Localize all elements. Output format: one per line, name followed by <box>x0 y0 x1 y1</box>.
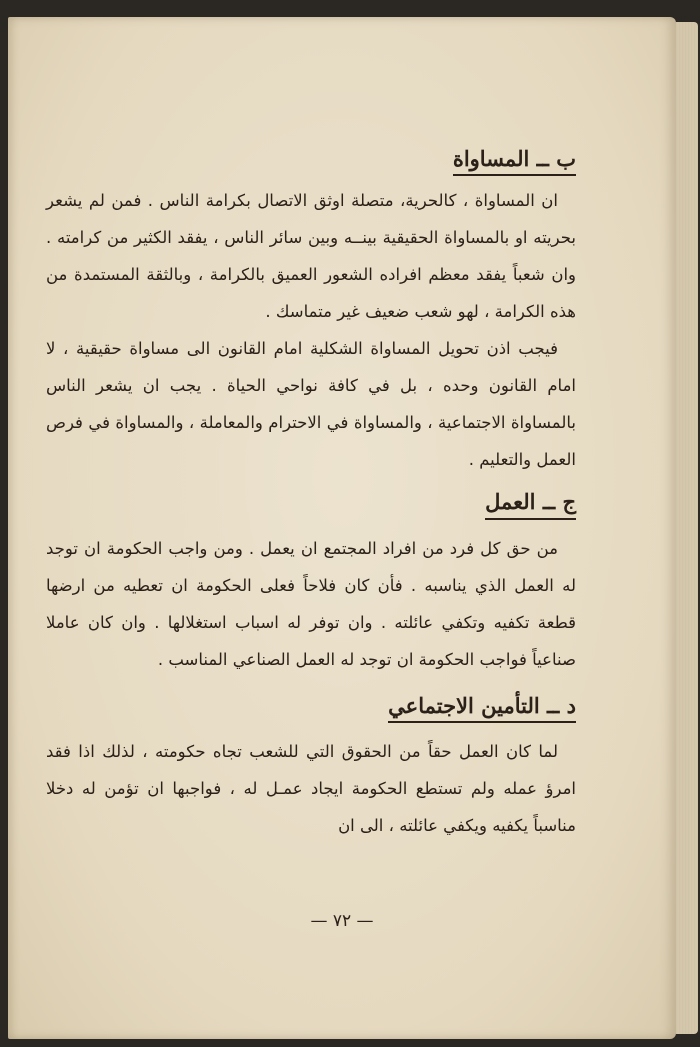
page-edges <box>676 22 698 1034</box>
section-heading-equality: ب ــ المساواة <box>453 145 576 176</box>
paragraph-equality-2: فيجب اذن تحويل المساواة الشكلية امام القانون الى مساواة حقيقية ، لا امام القانون وحده ، بل في كافة نواحي الحياة . يجب ان يشعر الناس بالمساواة الاجتماعية ، والمساواة في الاحترام والمعاملة ، والمساواة في فرص العمل والتعليم . <box>46 339 576 470</box>
section-work <box>46 488 576 519</box>
section-heading-work: ج ــ العمل <box>485 488 576 519</box>
section-equality <box>46 145 576 176</box>
page-number: — ٧٢ — <box>310 911 374 931</box>
paragraph-equality-1: ان المساواة ، كالحرية، متصلة اوثق الاتصال بكرامة الناس . فمن لم يشعر بحريته او بالمساواة الحقيقية بينــه وبين سائر الناس ، يفقد الكثير من كرامته . وان شعباً يفقد معظم افراده الشعور العميق بالكرامة ، وبالثقة المستمدة من هذه الكرامة ، لهو شعب ضعيف غير متماسك . <box>46 191 576 322</box>
section-heading-social-insurance: د ــ التأمين الاجتماعي <box>388 692 576 723</box>
book-page <box>8 17 676 1039</box>
paragraph-work-1: من حق كل فرد من افراد المجتمع ان يعمل . ومن واجب الحكومة ان توجد له العمل الذي يناسبه . فأن كان فلاحاً فعلى الحكومة ان تعطيه من ارضها قطعة تكفيه وتكفي عائلته . وان توفر له اسباب استغلالها . وان كان عاملا صناعياً فواجب الحكومة ان توجد له العمل الصناعي المناسب . <box>46 538 576 669</box>
page-content <box>46 132 576 844</box>
section-social-insurance <box>46 692 576 723</box>
paragraph-social-insurance-1: لما كان العمل حقاً من الحقوق التي للشعب تجاه حكومته ، لذلك اذا فقد امرؤ عمله ولم تستطع الحكومة ايجاد عمـل له ، فواجبها ان تؤمن له دخلا مناسباً يكفيه ويكفي عائلته ، الى ان <box>46 741 576 835</box>
